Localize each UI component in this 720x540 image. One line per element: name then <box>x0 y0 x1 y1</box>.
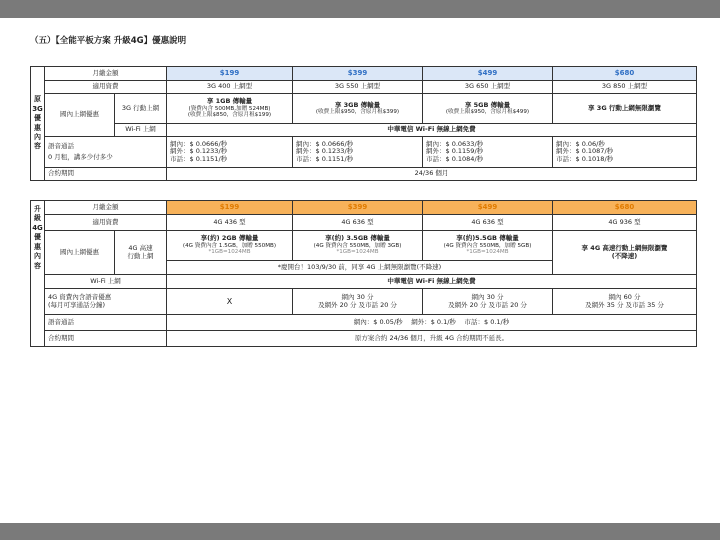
voice-rate-cell: 網內：$ 0.06/秒 網外：$ 0.1087/秒 市話：$ 0.1018/秒 <box>553 137 697 168</box>
rate-cell: 3G 550 上網型 <box>293 81 423 94</box>
voice-label: 語音通話 <box>45 315 167 331</box>
mobile-offer-cell: 享(約) 3.5GB 傳輸量 (4G 資費內含 550MB，加贈 3GB) *1GB=1024MB <box>293 231 423 261</box>
mobile-offer-cell: 享 1GB 傳輸量 (資費內含 500MB,加贈 524MB) (收費上限$850，含原月租$199) <box>167 94 293 124</box>
voice-offer-label: 4G 資費內含語音優惠 (每月可享通話分鐘) <box>45 289 167 315</box>
domestic-label: 國內上網優惠 <box>45 94 115 137</box>
rate-cell: 4G 936 型 <box>553 215 697 231</box>
mobile-label: 3G 行動上網 <box>115 94 167 124</box>
price-cell: $399 <box>293 201 423 215</box>
voice-offer-cell: 網內 30 分 及網外 20 分 及市話 20 分 <box>423 289 553 315</box>
price-cell: $199 <box>167 201 293 215</box>
mobile-offer-cell: 享 4G 高速行動上網無限瀏覽 (不降速) <box>553 231 697 275</box>
wifi-label: Wi-Fi 上網 <box>115 124 167 137</box>
price-cell: $499 <box>423 67 553 81</box>
upgrade-4g-table <box>30 200 697 347</box>
side-label-4g: 升 級 4G 優 惠 內 容 <box>31 201 45 347</box>
page-title: （五）【全能平板方案 升級4G】優惠說明 <box>30 36 187 46</box>
contract-cell: 24/36 個月 <box>167 168 697 181</box>
price-cell: $680 <box>553 67 697 81</box>
rate-cell: 3G 650 上網型 <box>423 81 553 94</box>
mobile-offer-cell: 享(約) 2GB 傳輸量 (4G 資費內含 1.5GB，加贈 550MB) *1GB=1024MB <box>167 231 293 261</box>
wifi-label: Wi-Fi 上網 <box>45 275 167 289</box>
side-label-3g: 原 3G 優 惠 內 容 <box>31 67 45 181</box>
price-cell: $499 <box>423 201 553 215</box>
monthly-fee-label: 月繳金額 <box>45 67 167 81</box>
voice-rate-cell: 網內：$ 0.0666/秒 網外：$ 0.1233/秒 市話：$ 0.1151/秒 <box>293 137 423 168</box>
rate-label: 適用資費 <box>45 215 167 231</box>
wifi-cell: 中華電信 Wi-Fi 無線上網免費 <box>167 275 697 289</box>
contract-label: 合約期間 <box>45 168 167 181</box>
voice-rate-cell: 網內：$ 0.0633/秒 網外：$ 0.1159/秒 市話：$ 0.1084/秒 <box>423 137 553 168</box>
wifi-cell: 中華電信 Wi-Fi 無線上網免費 <box>167 124 697 137</box>
celebrate-note: *慶開台！103/9/30 前，同享 4G 上網無限瀏覽(不降速) <box>167 261 553 275</box>
mobile-offer-cell: 享 3G 行動上網無限瀏覽 <box>553 94 697 124</box>
mobile-label: 4G 高速 行動上網 <box>115 231 167 275</box>
price-cell: $199 <box>167 67 293 81</box>
mobile-offer-cell: 享 3GB 傳輸量 (收費上限$950，含原月租$399) <box>293 94 423 124</box>
mobile-offer-cell: 享(約)5.5GB 傳輸量 (4G 資費內含 550MB，加贈 5GB) *1GB=1024MB <box>423 231 553 261</box>
monthly-fee-label: 月繳金額 <box>45 201 167 215</box>
rate-cell: 4G 436 型 <box>167 215 293 231</box>
rate-cell: 3G 850 上網型 <box>553 81 697 94</box>
voice-rate-cell: 網內：$ 0.0666/秒 網外：$ 0.1233/秒 市話：$ 0.1151/秒 <box>167 137 293 168</box>
voice-offer-cell: 網內 30 分 及網外 20 分 及市話 20 分 <box>293 289 423 315</box>
mobile-offer-cell: 享 5GB 傳輸量 (收費上限$950，含原月租$499) <box>423 94 553 124</box>
rate-cell: 4G 636 型 <box>293 215 423 231</box>
voice-offer-cell: X <box>167 289 293 315</box>
voice-label-cell: 語音通話 0 月租，講多少付多少 <box>45 137 167 168</box>
rate-cell: 3G 400 上網型 <box>167 81 293 94</box>
voice-offer-cell: 網內 60 分 及網外 35 分 及市話 35 分 <box>553 289 697 315</box>
rate-cell: 4G 636 型 <box>423 215 553 231</box>
domestic-label: 國內上網優惠 <box>45 231 115 275</box>
price-cell: $680 <box>553 201 697 215</box>
voice-rate-cell: 網內：$ 0.05/秒 網外：$ 0.1/秒 市話：$ 0.1/秒 <box>167 315 697 331</box>
original-3g-table <box>30 66 697 181</box>
contract-cell: 原方案合約 24/36 個月，升級 4G 合約期間不延長。 <box>167 331 697 347</box>
price-cell: $399 <box>293 67 423 81</box>
rate-label: 適用資費 <box>45 81 167 94</box>
contract-label: 合約期間 <box>45 331 167 347</box>
